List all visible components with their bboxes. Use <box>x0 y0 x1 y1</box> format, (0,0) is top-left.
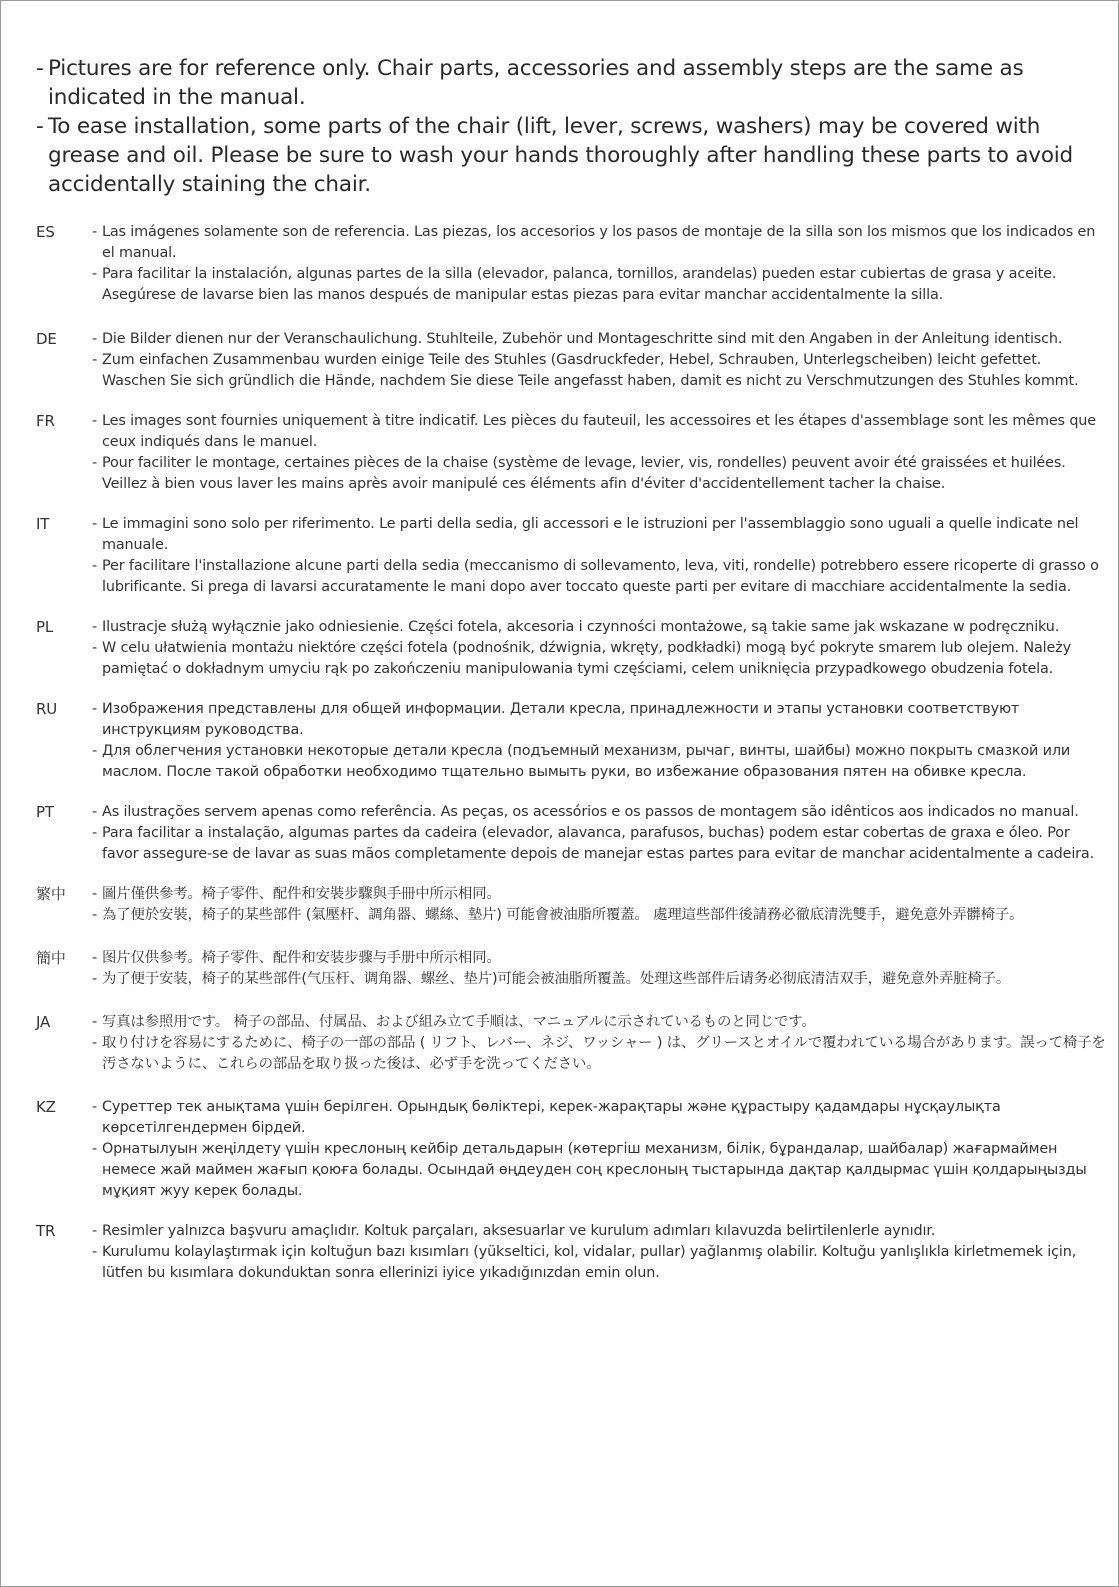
lang-note: - Pour faciliter le montage, certaines pièces de la chaise (système de levage, levier, vis, rondelles) peuvent avoir été graissées et huilées. Veillez à bien vous laver les mains après avoir manipulé ces éléments afin d'éviter d'accidentellement tacher la chaise. <box>36 453 1108 495</box>
lang-note: - Le immagini sono solo per riferimento. Le parti della sedia, gli accessori e le istruzioni per l'assemblaggio sono uguali a quelle indicate nel manuale. <box>36 514 1108 556</box>
lang-section-zh-hans <box>36 948 1108 990</box>
english-note: - To ease installation, some parts of the chair (lift, lever, screws, washers) may be covered with grease and oil. Please be sure to wash your hands thoroughly after handling these parts to avoid accidentally staining the chair. <box>36 112 1096 199</box>
lang-note: - Ilustracje służą wyłącznie jako odniesienie. Części fotela, akcesoria i czynności montażowe, są takie same jak wskazane w podręczniku. <box>36 617 1108 638</box>
lang-code: 繁中 <box>36 885 66 903</box>
lang-code: ES <box>36 223 55 241</box>
lang-code: PL <box>36 618 54 636</box>
lang-code: DE <box>36 330 57 348</box>
lang-note: - 圖片僅供參考。椅子零件、配件和安裝步驟與手冊中所示相同。 <box>36 884 1108 905</box>
lang-section-es <box>36 222 1108 306</box>
lang-code: FR <box>36 412 55 430</box>
lang-code: PT <box>36 803 54 821</box>
lang-note: - Орнатылуын жеңілдету үшін креслоның кейбір детальдарын (көтергіш механизм, білік, бұрандалар, шайбалар) жағармаймен немесе жай маймен жағып қоюға болады. Осындай өңдеуден соң креслоның тыстарында дақтар қалдырмас үшін қолдарыңызды мұқият жуу керек болады. <box>36 1139 1108 1202</box>
lang-note: - Суреттер тек анықтама үшін берілген. Орындық бөліктері, керек-жарақтары және құрастыру қадамдары нұсқаулықта көрсетілгендермен бірдей. <box>36 1097 1108 1139</box>
lang-section-pl <box>36 617 1108 680</box>
lang-note: - Kurulumu kolaylaştırmak için koltuğun bazı kısımları (yükseltici, kol, vidalar, pullar) yağlanmış olabilir. Koltuğu yanlışlıkla kirletmemek için, lütfen bu kısımlara dokunduktan sonra ellerinizi iyice yıkadığınızdan emin olun. <box>36 1242 1108 1284</box>
lang-section-ja <box>36 1012 1108 1075</box>
lang-note: - Для облегчения установки некоторые детали кресла (подъемный механизм, рычаг, винты, шайбы) можно покрыть смазкой или маслом. После такой обработки необходимо тщательно вымыть руки, во избежание образования пятен на обивке кресла. <box>36 741 1108 783</box>
lang-note: - Изображения представлены для общей информации. Детали кресла, принадлежности и этапы установки соответствуют инструкциям руководства. <box>36 699 1108 741</box>
lang-note: - 取り付けを容易にするために、椅子の一部の部品 ( リフト、レバー、ネジ、ワッシャー ) は、グリースとオイルで覆われている場合があります。誤って椅子を汚さないように、これらの部品を取り扱った後は、必ず手を洗ってください。 <box>36 1033 1108 1075</box>
lang-note: - Para facilitar a instalação, algumas partes da cadeira (elevador, alavanca, parafusos, buchas) podem estar cobertas de graxa e óleo. Por favor assegure-se de lavar as suas mãos completamente depois de manejar estas partes para evitar de manchar acidentalmente a cadeira. <box>36 823 1108 865</box>
lang-note: - Les images sont fournies uniquement à titre indicatif. Les pièces du fauteuil, les accessoires et les étapes d'assemblage sont les mêmes que ceux indiqués dans le manuel. <box>36 411 1108 453</box>
lang-note: - Zum einfachen Zusammenbau wurden einige Teile des Stuhles (Gasdruckfeder, Hebel, Schrauben, Unterlegscheiben) leicht gefettet. Waschen Sie sich gründlich die Hände, nachdem Sie diese Teile angefasst haben, damit es nicht zu Verschmutzungen des Stuhles kommt. <box>36 350 1108 392</box>
lang-code: KZ <box>36 1098 56 1116</box>
lang-note: - Resimler yalnızca başvuru amaçlıdır. Koltuk parçaları, aksesuarlar ve kurulum adımları kılavuzda belirtilenlerle aynıdır. <box>36 1221 1108 1242</box>
lang-section-kz <box>36 1097 1108 1202</box>
language-notes <box>36 222 1108 1284</box>
lang-note: - Para facilitar la instalación, algunas partes de la silla (elevador, palanca, tornillos, arandelas) pueden estar cubiertas de grasa y aceite. Asegúrese de lavarse bien las manos después de manipular estas piezas para evitar manchar accidentalmente la silla. <box>36 264 1108 306</box>
lang-code: JA <box>36 1013 51 1031</box>
lang-note: - Per facilitare l'installazione alcune parti della sedia (meccanismo di sollevamento, leva, viti, rondelle) potrebbero essere ricoperte di grasso o lubrificante. Si prega di lavarsi accuratamente le mani dopo aver toccato queste parti per evitare di macchiare accidentalmente la sedia. <box>36 556 1108 598</box>
lang-section-pt <box>36 802 1108 865</box>
lang-code: 簡中 <box>36 949 66 967</box>
english-notes <box>36 54 1096 199</box>
lang-note: - Las imágenes solamente son de referencia. Las piezas, los accesorios y los pasos de montaje de la silla son los mismos que los indicados en el manual. <box>36 222 1108 264</box>
lang-code: IT <box>36 515 50 533</box>
lang-section-fr <box>36 411 1108 495</box>
lang-section-it <box>36 514 1108 598</box>
lang-note: - As ilustrações servem apenas como referência. As peças, os acessórios e os passos de montagem são idênticos aos indicados no manual. <box>36 802 1108 823</box>
lang-note: - Die Bilder dienen nur der Veranschaulichung. Stuhlteile, Zubehör und Montageschritte sind mit den Angaben in der Anleitung identisch. <box>36 329 1108 350</box>
lang-note: - 图片仅供参考。椅子零件、配件和安装步骤与手册中所示相同。 <box>36 948 1108 969</box>
lang-note: - W celu ułatwienia montażu niektóre części fotela (podnośnik, dźwignia, wkręty, podkładki) mogą być pokryte smarem lub olejem. Należy pamiętać o dokładnym umyciu rąk po zakończeniu manipulowania tymi częściami, celem uniknięcia przypadkowego obudzenia fotela. <box>36 638 1108 680</box>
lang-note: - 為了便於安裝，椅子的某些部件 (氣壓杆、調角器、螺絲、墊片) 可能會被油脂所覆蓋。 處理這些部件後請務必徹底清洗雙手，避免意外弄髒椅子。 <box>36 905 1108 926</box>
lang-note: - 为了便于安装，椅子的某些部件(气压杆、调角器、螺丝、垫片)可能会被油脂所覆盖。处理这些部件后请务必彻底清洁双手，避免意外弄脏椅子。 <box>36 969 1108 990</box>
lang-section-ru <box>36 699 1108 783</box>
english-note: - Pictures are for reference only. Chair parts, accessories and assembly steps are the same as indicated in the manual. <box>36 54 1096 112</box>
lang-code: TR <box>36 1222 56 1240</box>
lang-note: - 写真は参照用です。 椅子の部品、付属品、および組み立て手順は、マニュアルに示されているものと同じです。 <box>36 1012 1108 1033</box>
lang-section-tr <box>36 1221 1108 1284</box>
lang-section-de <box>36 329 1108 392</box>
lang-section-zh-hant <box>36 884 1108 926</box>
lang-code: RU <box>36 700 58 718</box>
